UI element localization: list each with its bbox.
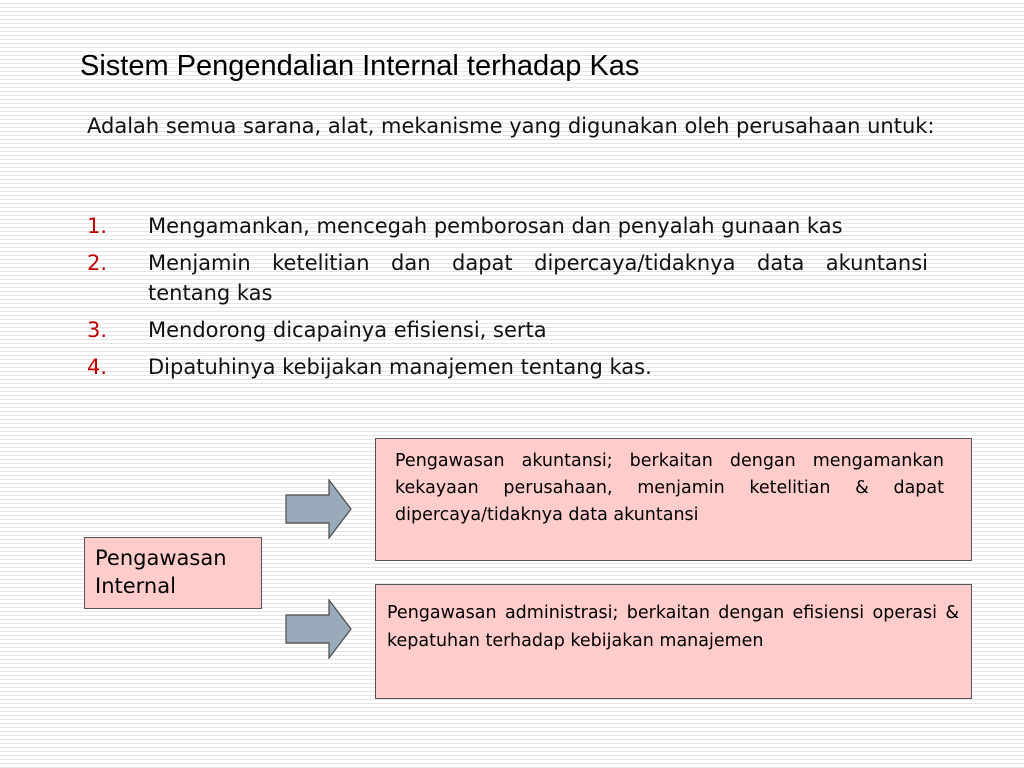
- accounting-control-text: Pengawasan akuntansi; berkaitan dengan mengamankan kekayaan perusahaan, menjamin ketelitian & dapat dipercaya/tidaknya data akuntansi: [395, 451, 944, 525]
- slide-title: Sistem Pengendalian Internal terhadap Kas: [80, 50, 640, 82]
- list-item: [87, 315, 928, 345]
- list-number: 2.: [87, 251, 108, 275]
- list-text: Mendorong dicapainya efisiensi, serta: [148, 318, 547, 342]
- internal-control-label: Pengawasan Internal: [95, 546, 227, 598]
- list-text: Dipatuhinya kebijakan manajemen tentang kas.: [148, 355, 652, 379]
- list-number: 1.: [87, 214, 108, 238]
- list-number: 4.: [87, 355, 108, 379]
- list-item: [87, 248, 928, 308]
- administrative-control-text: Pengawasan administrasi; berkaitan dengan efisiensi operasi & kepatuhan terhadap kebijakan manajemen: [387, 603, 959, 651]
- list-item: [87, 352, 928, 382]
- accounting-control-box: [375, 438, 972, 561]
- objectives-list: [87, 211, 928, 389]
- list-number: 3.: [87, 318, 108, 342]
- list-text: Mengamankan, mencegah pemborosan dan penyalah gunaan kas: [148, 214, 843, 238]
- arrow-right-icon: [285, 479, 353, 539]
- administrative-control-box: [375, 584, 972, 699]
- list-item: [87, 211, 928, 241]
- intro-text: Adalah semua sarana, alat, mekanisme yang digunakan oleh perusahaan untuk:: [87, 114, 935, 138]
- list-text: Menjamin ketelitian dan dapat dipercaya/tidaknya data akuntansi tentang kas: [148, 251, 928, 305]
- arrow-right-icon: [285, 599, 353, 659]
- internal-control-box: [84, 537, 262, 609]
